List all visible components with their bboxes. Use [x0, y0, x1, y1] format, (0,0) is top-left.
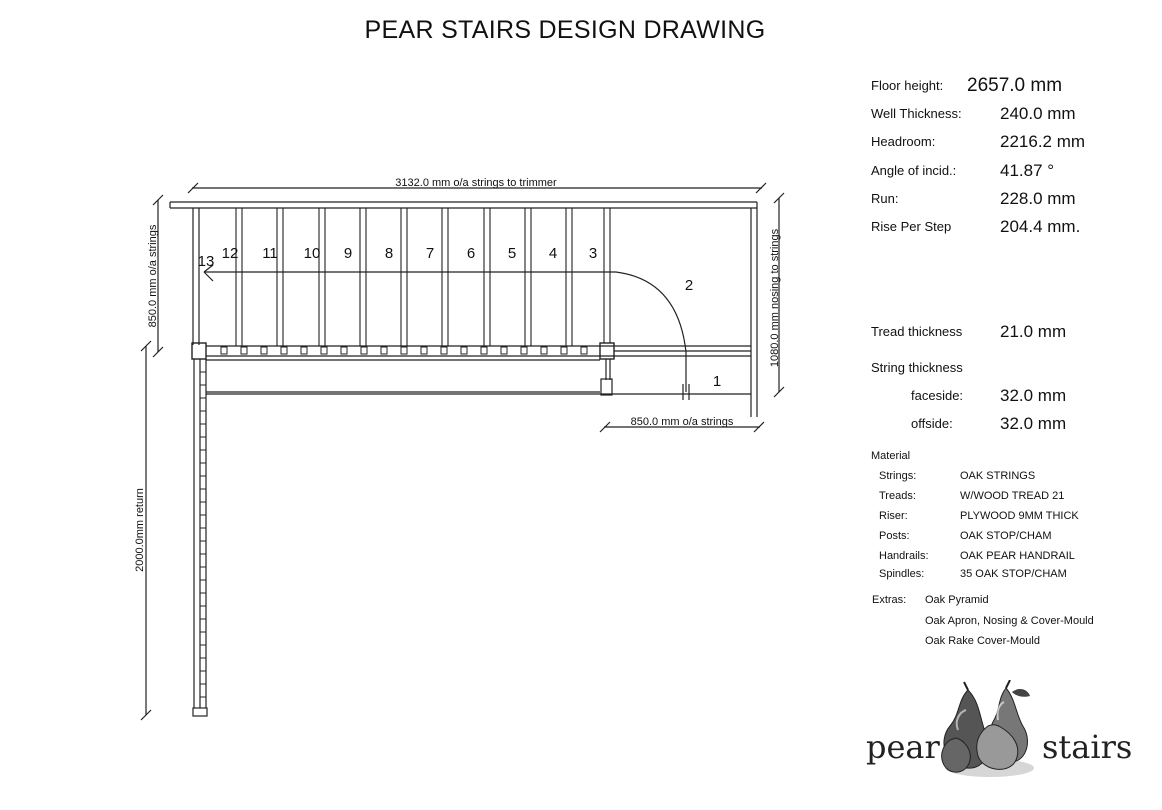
- extras-item: Oak Apron, Nosing & Cover-Mould: [925, 615, 1094, 627]
- spec-label-well-thickness: Well Thickness:: [871, 106, 962, 121]
- step-number: 9: [343, 245, 353, 262]
- spec-label-rise: Rise Per Step: [871, 219, 952, 234]
- spec-label-run: Run:: [871, 191, 899, 206]
- spindle-mark: [461, 347, 467, 354]
- material-label: Spindles:: [879, 568, 925, 580]
- step-number: 4: [548, 245, 558, 262]
- spindle-mark: [401, 347, 407, 354]
- string-thickness-label: String thickness: [871, 360, 963, 375]
- material-value: W/WOOD TREAD 21: [960, 490, 1065, 502]
- spec-label-floor-height: Floor height:: [871, 78, 944, 93]
- material-label: Posts:: [879, 530, 910, 542]
- spindle-mark: [281, 347, 287, 354]
- step-number: 1: [712, 373, 722, 390]
- material-label: Strings:: [879, 470, 917, 482]
- pear-logo-icon: [928, 680, 1040, 780]
- step-number: 10: [303, 245, 321, 262]
- step-number: 6: [466, 245, 476, 262]
- spindle-mark: [501, 347, 507, 354]
- material-value: OAK STOP/CHAM: [960, 530, 1052, 542]
- spindle-mark: [261, 347, 267, 354]
- faceside-label: faceside:: [911, 388, 964, 403]
- spindle-mark: [321, 347, 327, 354]
- spindle-mark: [441, 347, 447, 354]
- material-value: OAK PEAR HANDRAIL: [960, 550, 1075, 562]
- material-value: 35 OAK STOP/CHAM: [960, 568, 1067, 580]
- material-label: Riser:: [879, 510, 908, 522]
- tread-thickness-label: Tread thickness: [871, 324, 963, 339]
- spindle-mark: [421, 347, 427, 354]
- step-number: 2: [684, 277, 694, 294]
- logo-word-stairs: stairs: [1042, 728, 1133, 766]
- spec-label-headroom: Headroom:: [871, 134, 936, 149]
- material-label: Handrails:: [879, 550, 929, 562]
- spindle-mark: [361, 347, 367, 354]
- tread-thickness-value: 21.0 mm: [1000, 322, 1067, 341]
- spindle-mark: [341, 347, 347, 354]
- spindle-mark: [221, 347, 227, 354]
- spec-value-run: 228.0 mm: [1000, 189, 1076, 208]
- spec-label-angle: Angle of incid.:: [871, 163, 957, 178]
- extras-label: Extras:: [872, 594, 907, 606]
- spec-value-well-thickness: 240.0 mm: [1000, 104, 1076, 123]
- extras-item: Oak Pyramid: [925, 594, 989, 606]
- material-label: Treads:: [879, 490, 916, 502]
- dim-bottom-label: 850.0 mm o/a strings: [630, 416, 734, 428]
- step-number: 11: [262, 245, 278, 262]
- dim-top-label: 3132.0 mm o/a strings to trimmer: [395, 177, 557, 189]
- spindle-mark: [521, 347, 527, 354]
- spindle-mark: [241, 347, 247, 354]
- faceside-value: 32.0 mm: [1000, 386, 1067, 405]
- dim-right-label: 1080.0 mm nosing to strings: [769, 228, 781, 368]
- step-number: 8: [384, 245, 394, 262]
- logo-word-pear: pear: [866, 728, 940, 766]
- material-value: PLYWOOD 9MM THICK: [960, 510, 1079, 522]
- step-number: 12: [221, 245, 239, 262]
- step-number: 5: [507, 245, 517, 262]
- spindle-mark: [381, 347, 387, 354]
- step-number: 3: [588, 245, 598, 262]
- spec-value-angle: 41.87 °: [1000, 161, 1055, 180]
- step-number: 7: [425, 245, 435, 262]
- material-heading: Material: [871, 450, 911, 462]
- dim-return-label: 2000.0mm return: [134, 488, 146, 572]
- spindle-mark: [481, 347, 487, 354]
- spec-value-floor-height: 2657.0 mm: [967, 75, 1063, 96]
- offside-label: offside:: [911, 416, 953, 431]
- material-value: OAK STRINGS: [960, 470, 1036, 482]
- spindle-mark: [301, 347, 307, 354]
- spindle-mark: [581, 347, 587, 354]
- spindle-mark: [541, 347, 547, 354]
- extras-item: Oak Rake Cover-Mould: [925, 635, 1040, 647]
- spec-value-headroom: 2216.2 mm: [1000, 132, 1086, 151]
- spec-value-rise: 204.4 mm.: [1000, 217, 1081, 236]
- offside-value: 32.0 mm: [1000, 414, 1067, 433]
- dim-left-label: 850.0 mm o/a strings: [147, 224, 159, 328]
- spindle-mark: [561, 347, 567, 354]
- step-number: 13: [197, 253, 215, 270]
- drawing-title: PEAR STAIRS DESIGN DRAWING: [364, 16, 766, 44]
